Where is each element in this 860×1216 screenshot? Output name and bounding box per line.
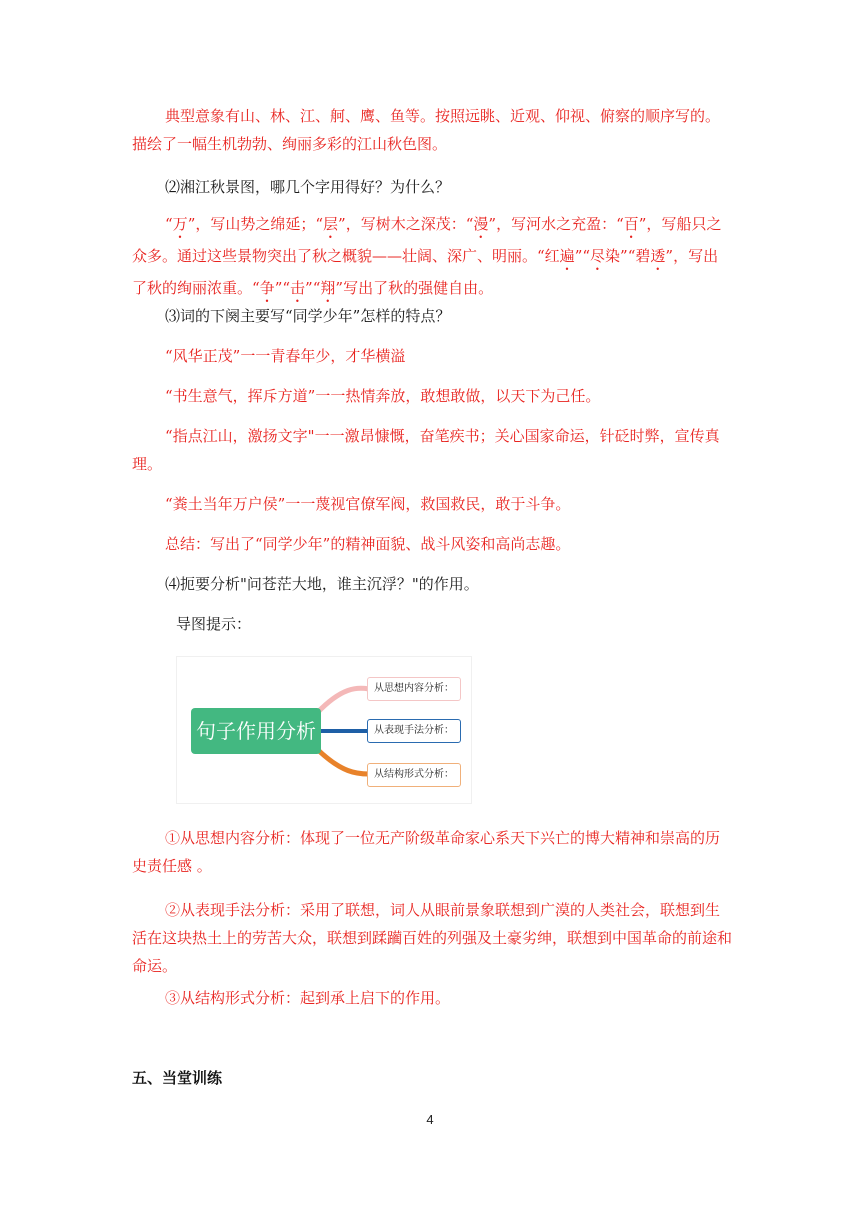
paragraph-imagery-line2: 描绘了一幅生机勃勃、绚丽多彩的江山秋色图。: [132, 135, 448, 153]
answer-3-item-3: “指点江山，激扬文字"一一激昂慷慨，奋笔疾书；关心国家命运，针砭时弊，宣传真理。: [132, 427, 720, 473]
emphasis-char: 尽: [590, 247, 606, 265]
answer-4-item-2: ②从表现手法分析：采用了联想，词人从眼前景象联想到广漠的人类社会，联想到生活在这块热土上的劳苦大众，联想到蹂躏百姓的列强及土豪劣绅，联想到中国革命的前途和命运。: [132, 901, 733, 975]
emphasis-char: 击: [290, 279, 306, 297]
emphasis-char: 漫: [473, 215, 489, 233]
mindmap-node-technique: 从表现手法分析：: [367, 719, 461, 743]
section-heading-5: 五、当堂训练: [132, 1069, 223, 1087]
question-3: ⑶词的下阕主要写“同学少年”怎样的特点？: [165, 307, 451, 325]
emphasis-char: 争: [259, 279, 275, 297]
branch-structure: [317, 749, 369, 774]
answer-4-item-1: ①从思想内容分析：体现了一位无产阶级革命家心系天下兴亡的博大精神和崇高的历史责任感 。: [132, 829, 721, 875]
emphasis-char: 翔: [320, 279, 336, 297]
mindmap-node-content: 从思想内容分析：: [367, 677, 461, 701]
answer-3-item-2: “书生意气，挥斥方道”一一热情奔放，敢想敢做，以天下为己任。: [165, 387, 601, 405]
answer-3-summary: 总结：写出了“同学少年”的精神面貌、战斗风姿和高尚志趣。: [165, 535, 571, 553]
branch-content: [317, 688, 369, 713]
emphasis-char: 层: [323, 215, 339, 233]
mindmap-center-node: 句子作用分析: [191, 708, 321, 754]
mindmap-hint-label: 导图提示：: [176, 615, 252, 633]
emphasis-char: 遍: [559, 247, 575, 265]
answer-3-item-1: “风华正茂”一一青春年少，才华横溢: [165, 347, 406, 365]
mindmap-node-structure: 从结构形式分析：: [367, 763, 461, 787]
answer-3-item-4: “粪土当年万户侯”一一蔑视官僚军阀，救国救民，敢于斗争。: [165, 495, 571, 513]
emphasis-char: 万: [172, 215, 188, 233]
mindmap-diagram: [176, 656, 472, 804]
emphasis-char: 透: [650, 247, 666, 265]
answer-4-item-3: ③从结构形式分析：起到承上启下的作用。: [165, 989, 451, 1007]
question-2: ⑵湘江秋景图，哪几个字用得好？为什么？: [165, 178, 451, 196]
paragraph-imagery-line1: 典型意象有山、林、江、舸、鹰、鱼等。按照远眺、近观、仰视、俯察的顺序写的。: [165, 107, 721, 125]
question-4: ⑷扼要分析"问苍茫大地，谁主沉浮？"的作用。: [165, 575, 479, 593]
answer-2: “万”，写山势之绵延；“层”，写树木之深茂：“漫”，写河水之充盈：“百”，写船只之众多。通过这些景物突出了秋之概貌——壮阔、深广、明丽。“红遍”“尽染”“碧透”，写出了秋的绚丽浓重。“争”“击”“翔”写出了秋的强健自由。: [132, 215, 722, 297]
page-number: 4: [426, 1112, 434, 1127]
emphasis-char: 百: [623, 215, 639, 233]
